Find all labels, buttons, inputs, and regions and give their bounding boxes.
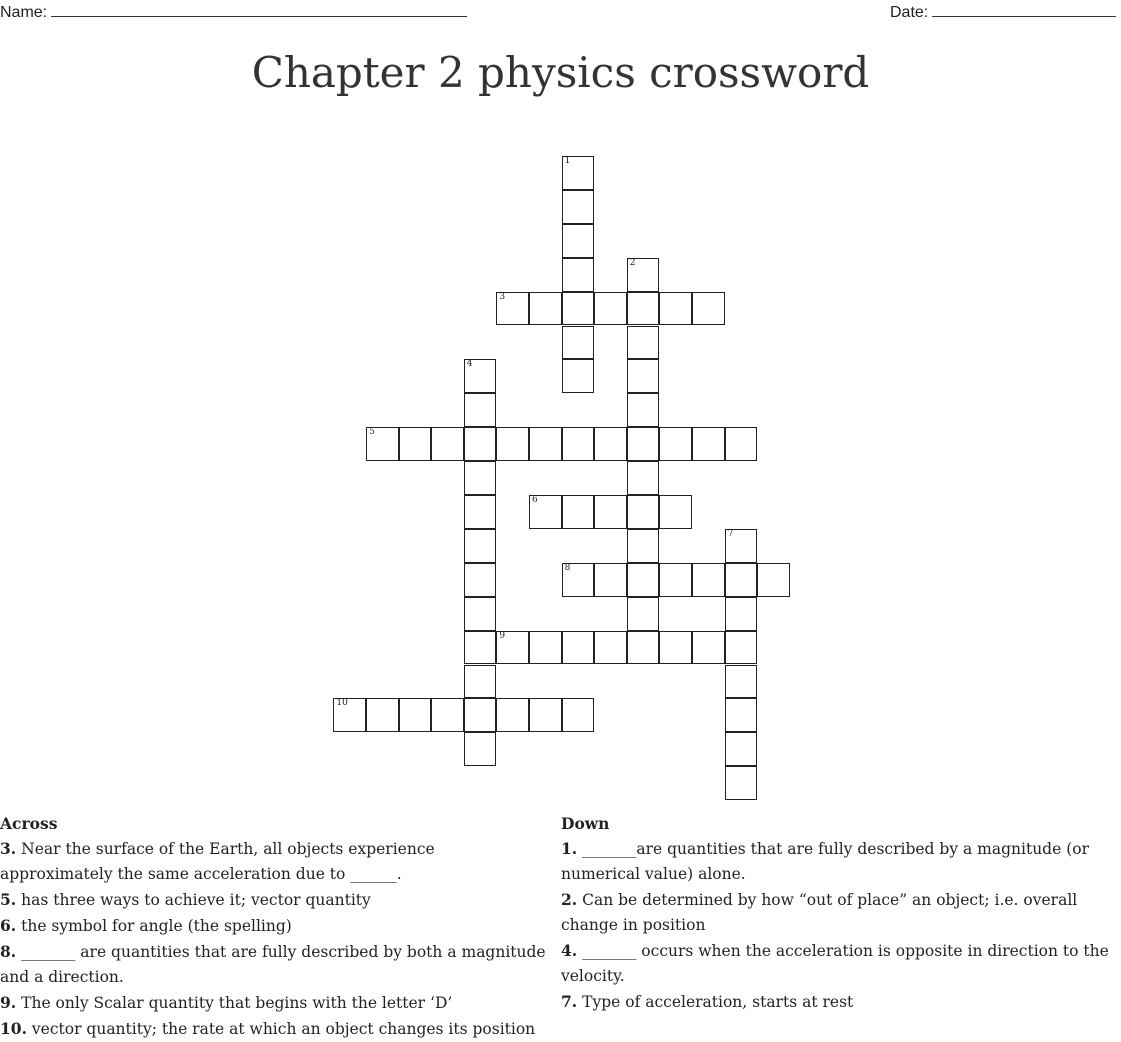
- name-field[interactable]: [0, 2, 467, 22]
- crossword-cell[interactable]: [366, 427, 399, 461]
- crossword-cell[interactable]: [594, 292, 627, 326]
- crossword-cell[interactable]: [333, 698, 366, 732]
- cell-number: 7: [727, 528, 734, 539]
- clue-text: vector quantity; the rate at which an object changes its position: [31, 1020, 536, 1038]
- clue-number: 3.: [0, 839, 17, 858]
- across-clue: [0, 913, 548, 939]
- down-clue: [561, 887, 1121, 938]
- cell-number: 4: [466, 359, 473, 370]
- crossword-cell[interactable]: [562, 359, 595, 393]
- crossword-cell[interactable]: [562, 495, 595, 529]
- clue-number: 8.: [0, 942, 17, 961]
- clue-number: 7.: [561, 992, 578, 1011]
- crossword-cell[interactable]: [496, 427, 529, 461]
- crossword-cell[interactable]: [562, 224, 595, 258]
- clue-text: _______ occurs when the acceleration is opposite in direction to the velocity.: [561, 942, 1109, 985]
- cell-number: 10: [336, 698, 348, 709]
- crossword-cell[interactable]: [366, 698, 399, 732]
- crossword-cell[interactable]: [725, 732, 758, 766]
- crossword-cell[interactable]: [464, 698, 497, 732]
- crossword-cell[interactable]: [464, 495, 497, 529]
- cell-number: 5: [369, 427, 375, 438]
- crossword-cell[interactable]: [627, 359, 660, 393]
- crossword-cell[interactable]: [562, 563, 595, 597]
- crossword-cell[interactable]: [562, 190, 595, 224]
- crossword-cell[interactable]: [529, 427, 562, 461]
- down-clue: [561, 989, 1121, 1015]
- crossword-cell[interactable]: [496, 292, 529, 326]
- crossword-cell[interactable]: [464, 732, 497, 766]
- crossword-cell[interactable]: [627, 326, 660, 360]
- crossword-cell[interactable]: [399, 698, 432, 732]
- crossword-cell[interactable]: [627, 427, 660, 461]
- crossword-cell[interactable]: [725, 631, 758, 665]
- clue-number: 4.: [561, 941, 578, 960]
- crossword-cell[interactable]: [496, 698, 529, 732]
- name-line[interactable]: [51, 2, 467, 17]
- crossword-cell[interactable]: [594, 495, 627, 529]
- crossword-cell[interactable]: [529, 495, 562, 529]
- crossword-cell[interactable]: [594, 427, 627, 461]
- crossword-cell[interactable]: [627, 258, 660, 292]
- cell-number: 9: [499, 630, 506, 641]
- crossword-cell[interactable]: [627, 292, 660, 326]
- across-heading: Across: [0, 814, 58, 833]
- cell-number: 8: [564, 562, 571, 573]
- crossword-cell[interactable]: [562, 326, 595, 360]
- crossword-cell[interactable]: [464, 563, 497, 597]
- crossword-cell[interactable]: [659, 427, 692, 461]
- clue-number: 9.: [0, 993, 17, 1012]
- across-clue: [0, 1016, 548, 1042]
- crossword-cell[interactable]: [725, 563, 758, 597]
- cell-number: 1: [564, 156, 571, 166]
- crossword-cell[interactable]: [725, 427, 758, 461]
- crossword-cell[interactable]: [659, 292, 692, 326]
- across-clue: [0, 887, 548, 913]
- crossword-cell[interactable]: [692, 427, 725, 461]
- crossword-cell[interactable]: [627, 393, 660, 427]
- down-heading: Down: [561, 814, 610, 833]
- across-clue: [0, 939, 548, 990]
- down-clues: [561, 811, 1121, 1015]
- crossword-cell[interactable]: [431, 698, 464, 732]
- across-clue: [0, 990, 548, 1016]
- crossword-cell[interactable]: [464, 393, 497, 427]
- clue-text: has three ways to achieve it; vector quantity: [21, 891, 371, 909]
- down-clue: [561, 836, 1121, 887]
- date-line[interactable]: [932, 2, 1116, 17]
- crossword-cell[interactable]: [594, 631, 627, 665]
- crossword-cell[interactable]: [464, 597, 497, 631]
- clue-number: 5.: [0, 890, 17, 909]
- crossword-cell[interactable]: [659, 563, 692, 597]
- crossword-cell[interactable]: [464, 665, 497, 699]
- cell-number: 3: [499, 291, 506, 302]
- clue-text: Type of acceleration, starts at rest: [582, 993, 854, 1011]
- crossword-cell[interactable]: [562, 631, 595, 665]
- crossword-cell[interactable]: [431, 427, 464, 461]
- down-clue: [561, 938, 1121, 989]
- crossword-cell[interactable]: [725, 597, 758, 631]
- clue-text: _______ are quantities that are fully described by both a magnitude and a direction.: [0, 943, 546, 986]
- crossword-cell[interactable]: [725, 698, 758, 732]
- crossword-cell[interactable]: [627, 529, 660, 563]
- cell-number: 2: [629, 257, 636, 268]
- crossword-cell[interactable]: [399, 427, 432, 461]
- crossword-cell[interactable]: [757, 563, 790, 597]
- crossword-cell[interactable]: [529, 631, 562, 665]
- crossword-cell[interactable]: [725, 766, 758, 800]
- crossword-cell[interactable]: [659, 631, 692, 665]
- crossword-cell[interactable]: [562, 698, 595, 732]
- crossword-cell[interactable]: [464, 359, 497, 393]
- crossword-cell[interactable]: [627, 631, 660, 665]
- date-field[interactable]: [890, 2, 1116, 22]
- clue-number: 6.: [0, 916, 17, 935]
- crossword-cell[interactable]: [627, 597, 660, 631]
- crossword-cell[interactable]: [464, 529, 497, 563]
- across-clue: [0, 836, 548, 887]
- crossword-cell[interactable]: [529, 698, 562, 732]
- clue-text: Near the surface of the Earth, all objects experience approximately the same acceleration due to ______.: [0, 840, 435, 883]
- clue-number: 2.: [561, 890, 578, 909]
- crossword-cell[interactable]: [725, 665, 758, 699]
- crossword-cell[interactable]: [594, 563, 627, 597]
- crossword-cell[interactable]: [692, 563, 725, 597]
- crossword-cell[interactable]: [464, 631, 497, 665]
- crossword-cell[interactable]: [692, 292, 725, 326]
- clue-text: Can be determined by how “out of place” an object; i.e. overall change in position: [561, 891, 1078, 934]
- clue-number: 10.: [0, 1019, 27, 1038]
- crossword-cell[interactable]: [496, 631, 529, 665]
- crossword-cell[interactable]: [464, 427, 497, 461]
- across-clues: [0, 811, 548, 1042]
- crossword-cell[interactable]: [562, 427, 595, 461]
- clue-text: _______are quantities that are fully described by a magnitude (or numerical value) alone.: [561, 840, 1089, 883]
- page-title: Chapter 2 physics crossword: [251, 48, 870, 97]
- crossword-cell[interactable]: [627, 495, 660, 529]
- crossword-cell[interactable]: [725, 529, 758, 563]
- crossword-cell[interactable]: [627, 563, 660, 597]
- clue-number: 1.: [561, 839, 578, 858]
- date-label: Date:: [890, 4, 929, 21]
- crossword-cell[interactable]: [529, 292, 562, 326]
- name-label: Name:: [0, 4, 48, 21]
- cell-number: 6: [532, 495, 538, 505]
- crossword-cell[interactable]: [562, 292, 595, 326]
- crossword-cell[interactable]: [562, 156, 595, 190]
- crossword-cell[interactable]: [464, 461, 497, 495]
- crossword-cell[interactable]: [692, 631, 725, 665]
- crossword-cell[interactable]: [562, 258, 595, 292]
- crossword-cell[interactable]: [659, 495, 692, 529]
- clue-text: The only Scalar quantity that begins with the letter ‘D’: [21, 994, 453, 1012]
- crossword-cell[interactable]: [627, 461, 660, 495]
- clue-text: the symbol for angle (the spelling): [21, 917, 292, 935]
